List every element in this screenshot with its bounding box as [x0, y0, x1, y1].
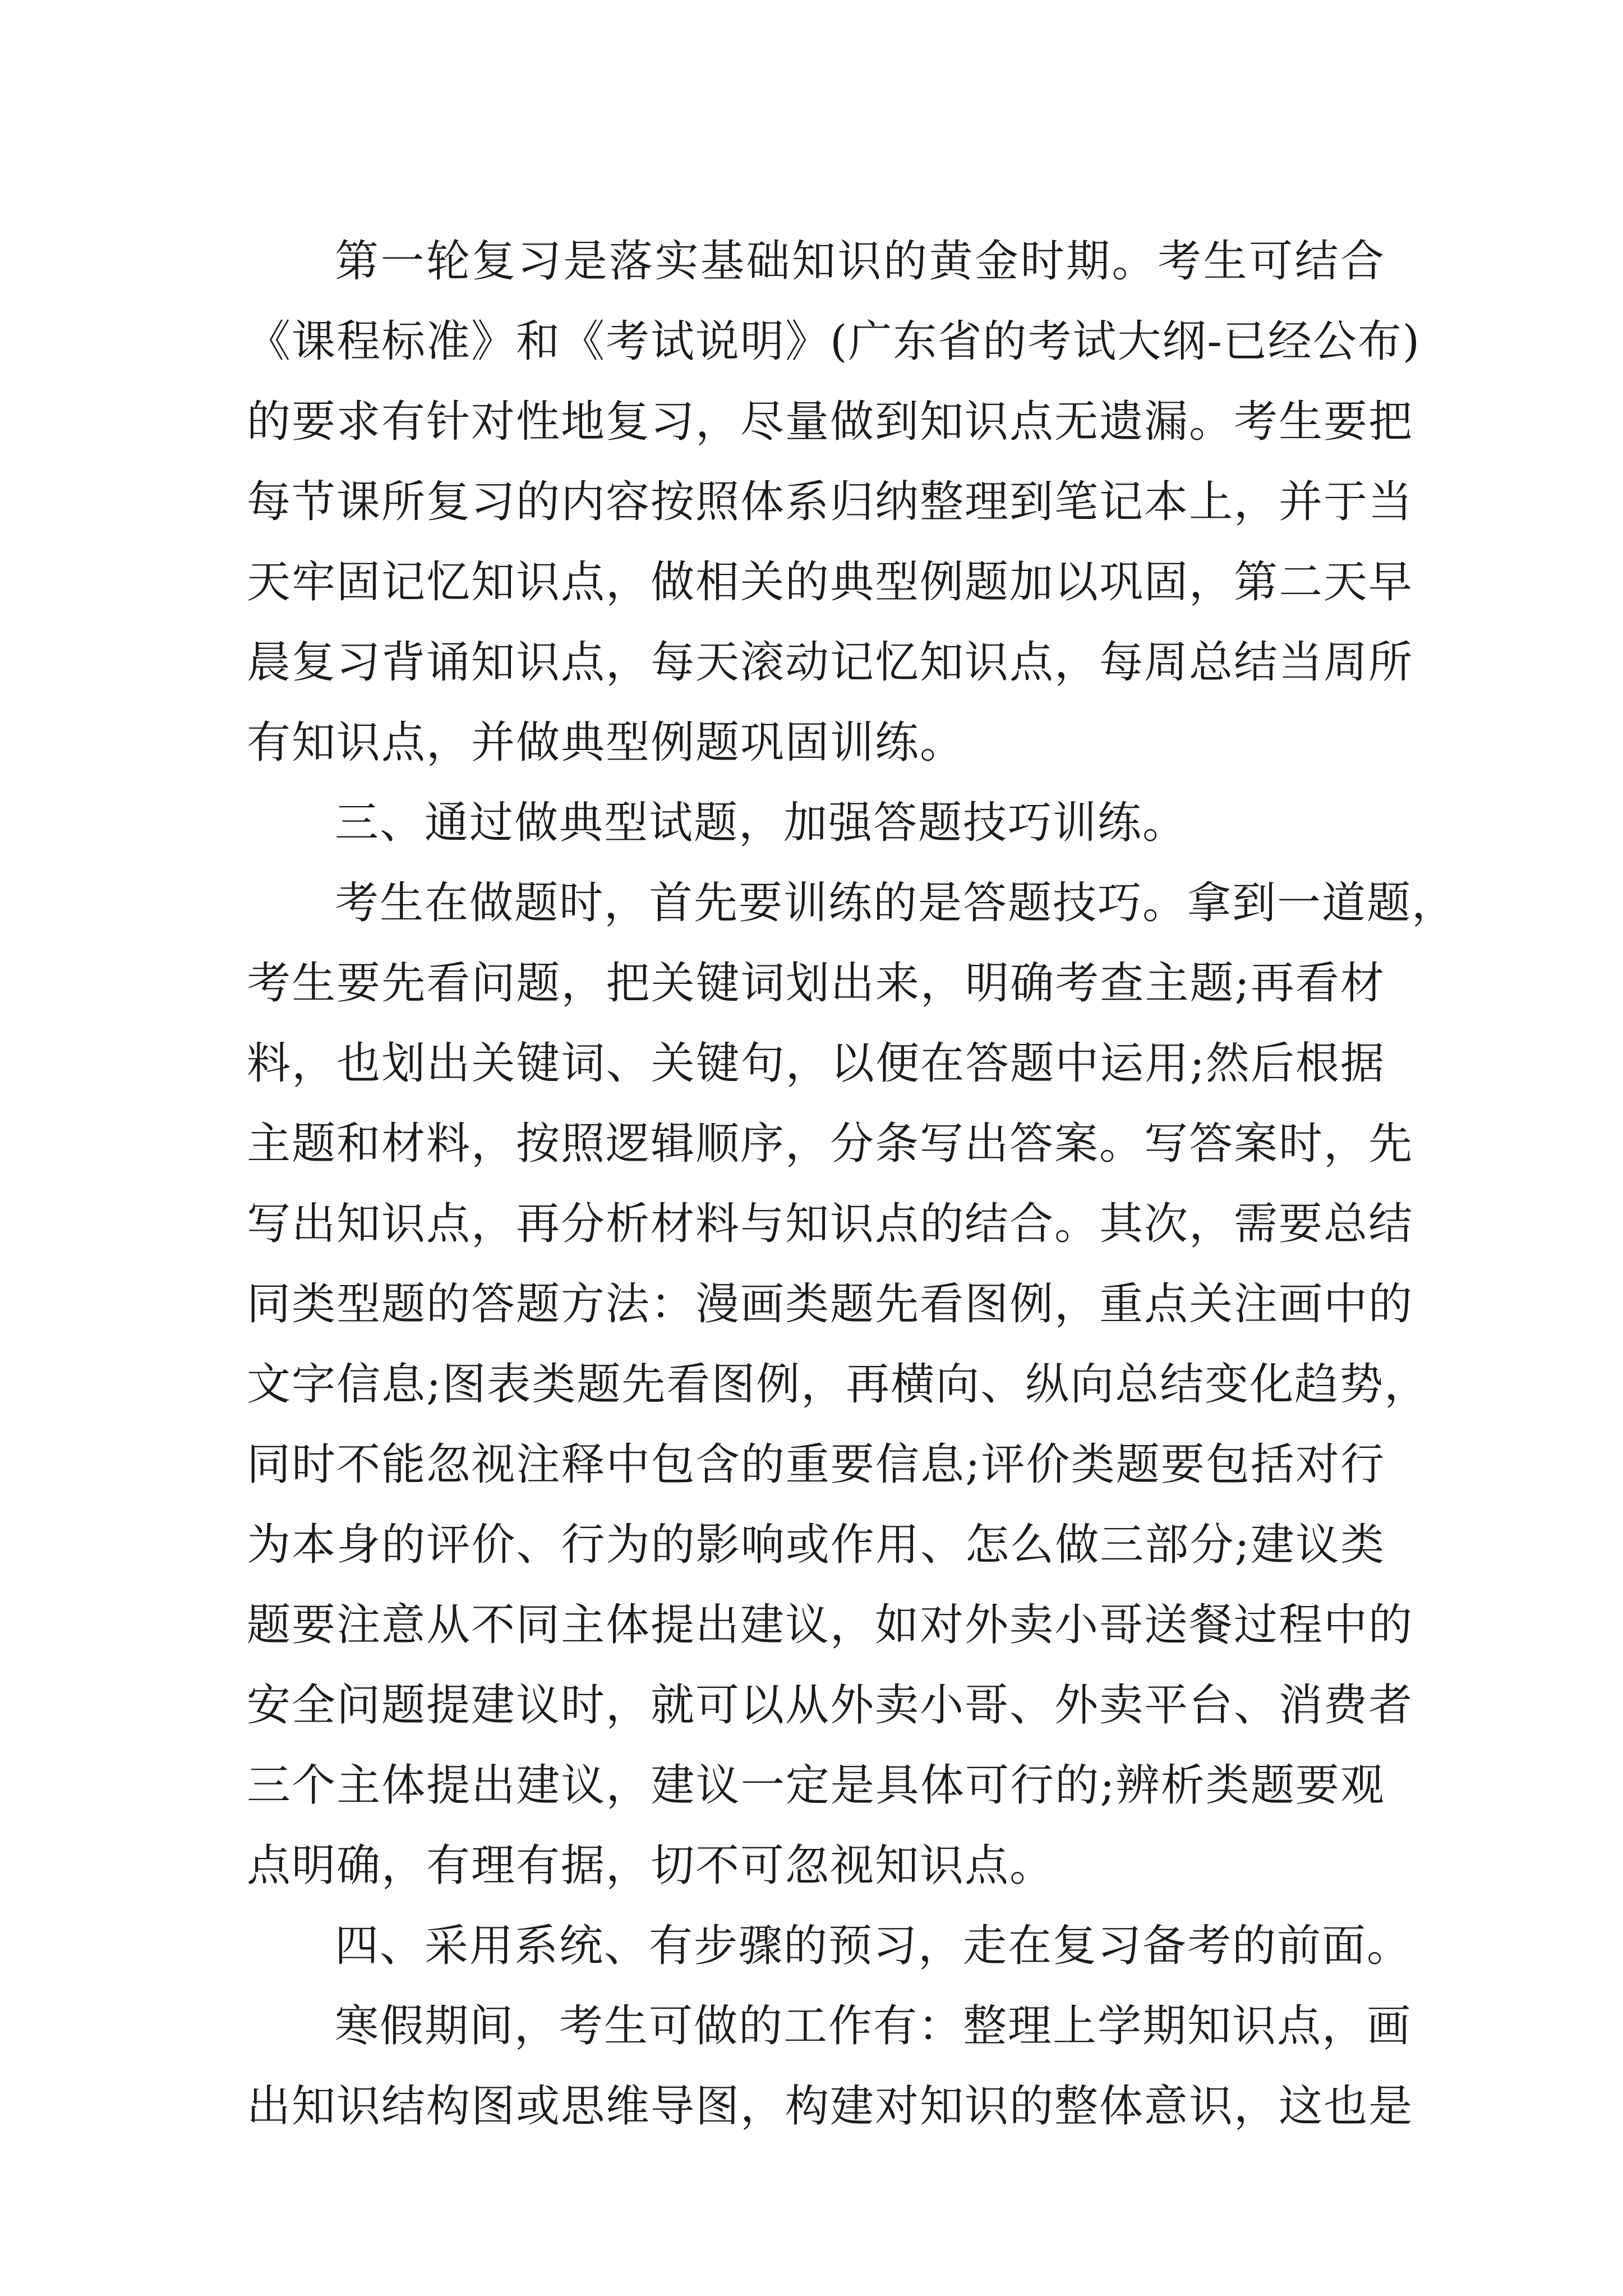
text-line: 题要注意从不同主体提出建议，如对外卖小哥送餐过程中的	[247, 1600, 1414, 1650]
text-line: 每节课所复习的内容按照体系归纳整理到笔记本上，并于当	[247, 477, 1414, 527]
text-line: 同时不能忽视注释中包含的重要信息;评价类题要包括对行	[247, 1439, 1385, 1490]
section-heading: 四、采用系统、有步骤的预习，走在复习备考的前面。	[335, 1921, 1412, 1971]
text-line: 有知识点，并做典型例题巩固训练。	[247, 717, 965, 768]
text-line: 考生在做题时，首先要训练的是答题技巧。拿到一道题，	[335, 878, 1457, 928]
section-heading: 三、通过做典型试题，加强答题技巧训练。	[335, 798, 1188, 848]
text-line: 安全问题提建议时，就可以从外卖小哥、外卖平台、消费者	[247, 1680, 1414, 1731]
text-line: 三个主体提出建议，建议一定是具体可行的;辨析类题要观	[247, 1760, 1385, 1811]
text-line: 《课程标准》和《考试说明》(广东省的考试大纲-已经公布)	[247, 316, 1421, 367]
text-line: 寒假期间，考生可做的工作有：整理上学期知识点，画	[335, 2001, 1412, 2051]
text-line: 点明确，有理有据，切不可忽视知识点。	[247, 1841, 1055, 1891]
text-line: 第一轮复习是落实基础知识的黄金时期。考生可结合	[335, 236, 1385, 287]
text-line: 主题和材料，按照逻辑顺序，分条写出答案。写答案时，先	[247, 1119, 1414, 1169]
text-line: 为本身的评价、行为的影响或作用、怎么做三部分;建议类	[247, 1520, 1385, 1570]
text-line: 天牢固记忆知识点，做相关的典型例题加以巩固，第二天早	[247, 557, 1414, 608]
text-line: 同类型题的答题方法：漫画类题先看图例，重点关注画中的	[247, 1279, 1414, 1329]
text-line: 考生要先看问题，把关键词划出来，明确考查主题;再看材	[247, 958, 1385, 1009]
text-line: 写出知识点，再分析材料与知识点的结合。其次，需要总结	[247, 1199, 1414, 1249]
text-line: 出知识结构图或思维导图，构建对知识的整体意识，这也是	[247, 2081, 1414, 2132]
text-line: 料，也划出关键词、关键句，以便在答题中运用;然后根据	[247, 1038, 1385, 1089]
text-line: 的要求有针对性地复习，尽量做到知识点无遗漏。考生要把	[247, 397, 1414, 447]
document-body	[247, 222, 1457, 2147]
text-line: 文字信息;图表类题先看图例，再横向、纵向总结变化趋势，	[247, 1359, 1430, 1410]
text-line: 晨复习背诵知识点，每天滚动记忆知识点，每周总结当周所	[247, 637, 1414, 688]
